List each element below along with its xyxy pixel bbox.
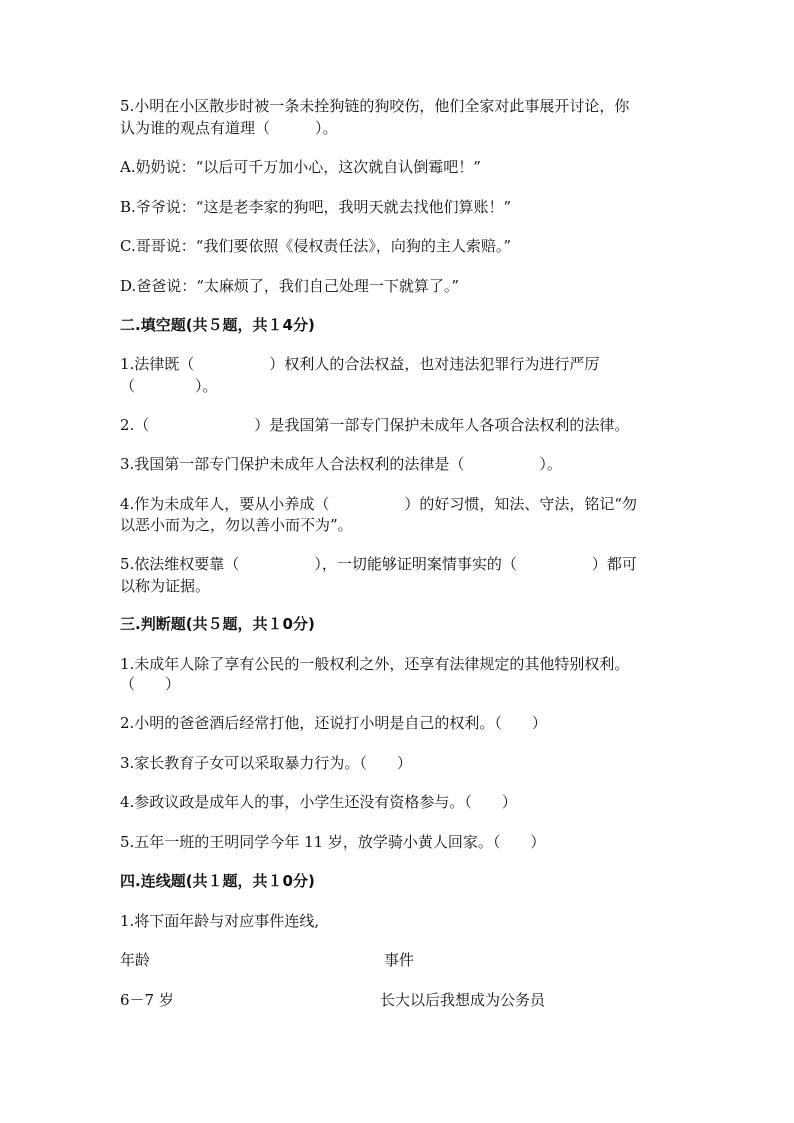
q5-option-a: A.奶奶说：“以后可千万加小心，这次就自认倒霉吧！” — [120, 158, 481, 176]
s4-row1-left: 6－7 岁 — [120, 991, 174, 1009]
s2-q3: 3.我国第一部专门保护未成年人合法权利的法律是（ ）。 — [120, 455, 562, 473]
s2-q5-line2: 以称为证据。 — [120, 577, 211, 595]
s3-q3: 3.家长教育子女可以采取暴力行为。（ ） — [120, 754, 412, 772]
s4-col-left-header: 年龄 — [120, 951, 151, 969]
s4-row1-right: 长大以后我想成为公务员 — [380, 991, 546, 1009]
s4-col-right-header: 事件 — [384, 951, 415, 969]
s4-q1: 1.将下面年龄与对应事件连线, — [120, 912, 320, 930]
q5-stem-line1: 5.小明在小区散步时被一条未拴狗链的狗咬伤，他们全家对此事展开讨论，你 — [120, 97, 630, 115]
section2-title: 二.填空题(共５题，共１4分) — [120, 316, 315, 334]
s3-q2: 2.小明的爸爸酒后经常打他，还说打小明是自己的权利。（ ） — [120, 714, 547, 732]
q5-option-b: B.爷爷说：“这是老李家的狗吧，我明天就去找他们算账！” — [120, 198, 512, 216]
s2-q5-line1: 5.依法维权要靠（ ），一切能够证明案情事实的（ ）都可 — [120, 555, 637, 573]
s3-q1-line2: （ ） — [120, 675, 181, 693]
q5-option-c: C.哥哥说：“我们要依照《侵权责任法》，向狗的主人索赔。” — [120, 237, 512, 255]
s2-q4-line1: 4.作为未成年人，要从小养成（ ）的好习惯，知法、守法，铭记“勿 — [120, 495, 637, 513]
s2-q1-line1: 1.法律既（ ）权利人的合法权益，也对违法犯罪行为进行严厉 — [120, 355, 600, 373]
s2-q4-line2: 以恶小而为之，勿以善小而不为”。 — [120, 516, 353, 534]
s3-q4: 4.参政议政是成年人的事，小学生还没有资格参与。（ ） — [120, 793, 517, 811]
section4-title: 四.连线题(共１题，共１0分) — [120, 872, 315, 890]
s3-q1-line1: 1.未成年人除了享有公民的一般权利之外，还享有法律规定的其他特别权利。 — [120, 655, 630, 673]
q5-option-d: D.爸爸说：“太麻烦了，我们自己处理一下就算了。” — [120, 277, 460, 295]
section3-title: 三.判断题(共５题，共１0分) — [120, 615, 315, 633]
s2-q1-line2: （ ）。 — [120, 377, 218, 395]
s3-q5: 5.五年一班的王明同学今年 11 岁，放学骑小黄人回家。（ ） — [120, 833, 546, 851]
q5-stem-line2: 认为谁的观点有道理（ ）。 — [120, 119, 338, 137]
s2-q2: 2.（ ）是我国第一部专门保护未成年人各项合法权利的法律。 — [120, 416, 630, 434]
